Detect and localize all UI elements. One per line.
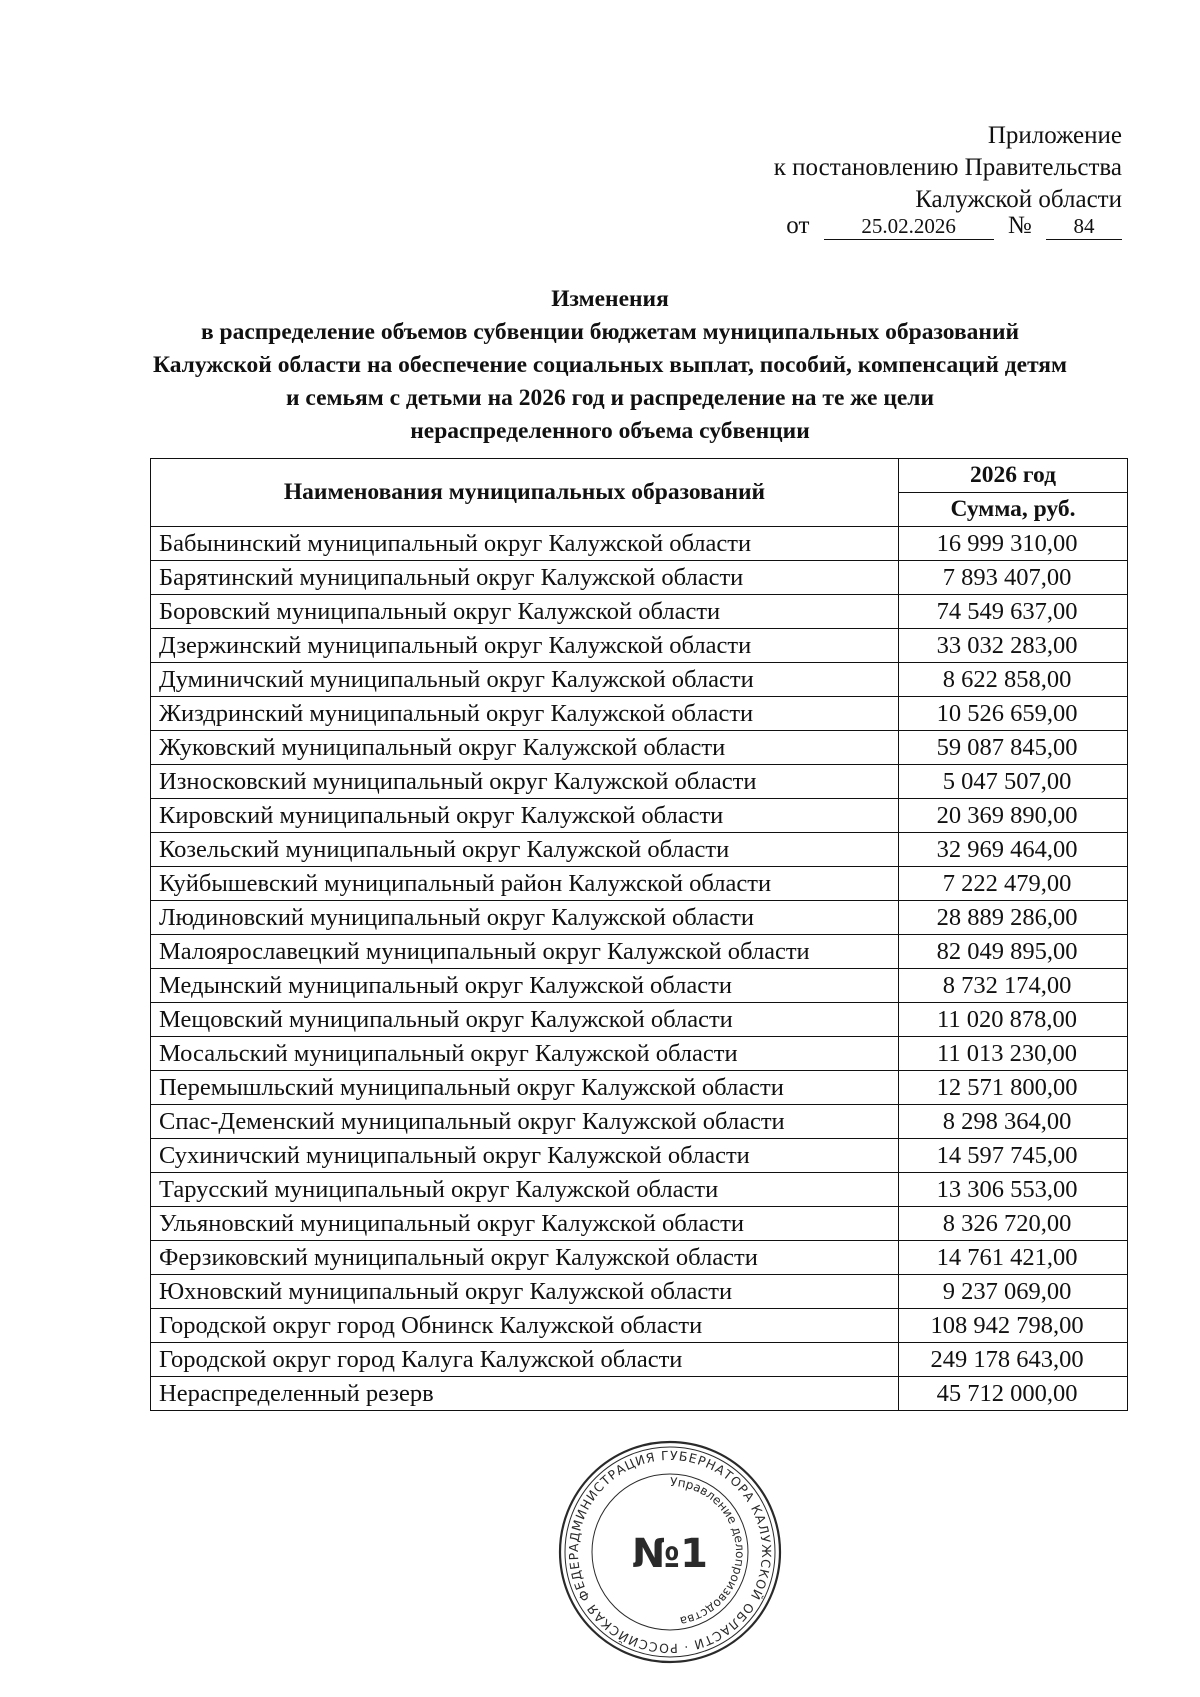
title-line-2: в распределение объемов субвенции бюджетам муниципальных образований [200, 319, 1020, 345]
subsidy-amount: 7 222 479,00 [899, 867, 1128, 901]
table-row [151, 1139, 1128, 1173]
table-row [151, 1003, 1128, 1037]
title-line-4: и семьям с детьми на 2026 год и распределение на те же цели [285, 385, 935, 411]
municipality-name: Городской округ город Калуга Калужской области [151, 1343, 899, 1377]
table-row [151, 1343, 1128, 1377]
municipality-name: Кировский муниципальный округ Калужской области [151, 799, 899, 833]
table-row [151, 1241, 1128, 1275]
header-municipality-name: Наименования муниципальных образований [151, 459, 899, 527]
table-row [151, 1275, 1128, 1309]
municipality-name: Барятинский муниципальный округ Калужской области [151, 561, 899, 595]
table-header-row [151, 459, 1128, 493]
municipality-name: Жиздринский муниципальный округ Калужской области [151, 697, 899, 731]
title-line-5: нераспределенного объема субвенции [410, 418, 810, 444]
subsidy-amount: 7 893 407,00 [899, 561, 1128, 595]
municipality-name: Малоярославецкий муниципальный округ Калужской области [151, 935, 899, 969]
subsidy-amount: 28 889 286,00 [899, 901, 1128, 935]
table-row [151, 1173, 1128, 1207]
table-row [151, 969, 1128, 1003]
table-row [151, 595, 1128, 629]
table-row [151, 697, 1128, 731]
subsidy-amount: 32 969 464,00 [899, 833, 1128, 867]
municipality-name: Юхновский муниципальный округ Калужской области [151, 1275, 899, 1309]
subsidy-amount: 8 298 364,00 [899, 1105, 1128, 1139]
table-row [151, 1105, 1128, 1139]
municipality-name: Мосальский муниципальный округ Калужской области [151, 1037, 899, 1071]
appendix-region: Калужской области [915, 186, 1122, 213]
seal-inner-text: Управление делопроизводства [669, 1474, 748, 1629]
table-row [151, 833, 1128, 867]
table-row [151, 799, 1128, 833]
table-row [151, 1207, 1128, 1241]
appendix-resolution-ref: к постановлению Правительства [773, 154, 1122, 181]
municipality-name: Сухиничский муниципальный округ Калужской области [151, 1139, 899, 1173]
subsidy-amount: 14 597 745,00 [899, 1139, 1128, 1173]
subsidy-amount: 13 306 553,00 [899, 1173, 1128, 1207]
municipality-name: Перемышльский муниципальный округ Калужской области [151, 1071, 899, 1105]
date-value: 25.02.2026 [824, 214, 994, 240]
table-row [151, 935, 1128, 969]
municipality-name: Козельский муниципальный округ Калужской области [151, 833, 899, 867]
seal-number: №1 [632, 1531, 708, 1577]
table-row [151, 731, 1128, 765]
subsidy-amount: 74 549 637,00 [899, 595, 1128, 629]
table-row [151, 629, 1128, 663]
municipality-name: Ферзиковский муниципальный округ Калужской области [151, 1241, 899, 1275]
official-seal [555, 1437, 785, 1667]
table-row [151, 1377, 1128, 1411]
table-row [151, 1071, 1128, 1105]
municipality-name: Тарусский муниципальный округ Калужской области [151, 1173, 899, 1207]
subsidy-amount: 11 020 878,00 [899, 1003, 1128, 1037]
subsidy-amount: 249 178 643,00 [899, 1343, 1128, 1377]
municipality-name: Боровский муниципальный округ Калужской области [151, 595, 899, 629]
table-row [151, 561, 1128, 595]
appendix-block [602, 120, 1122, 216]
appendix-date-row [786, 212, 1122, 244]
seal-outer-text: АДМИНИСТРАЦИЯ ГУБЕРНАТОРА КАЛУЖСКОЙ ОБЛАСТИ · РОССИЙСКАЯ ФЕДЕР [565, 1447, 775, 1657]
title-line-3: Калужской области на обеспечение социальных выплат, пособий, компенсаций детям [152, 352, 1068, 378]
title-line-1: Изменения [551, 286, 669, 312]
header-year: 2026 год [899, 459, 1128, 493]
subsidy-amount: 5 047 507,00 [899, 765, 1128, 799]
subsidy-amount: 8 326 720,00 [899, 1207, 1128, 1241]
subsidy-amount: 59 087 845,00 [899, 731, 1128, 765]
appendix-label: Приложение [987, 122, 1122, 149]
municipality-name: Городской округ город Обнинск Калужской области [151, 1309, 899, 1343]
municipality-name: Мещовский муниципальный округ Калужской области [151, 1003, 899, 1037]
subsidy-amount: 82 049 895,00 [899, 935, 1128, 969]
subsidy-amount: 20 369 890,00 [899, 799, 1128, 833]
subsidy-amount: 8 622 858,00 [899, 663, 1128, 697]
subsidy-amount: 16 999 310,00 [899, 527, 1128, 561]
municipality-name: Куйбышевский муниципальный район Калужской области [151, 867, 899, 901]
subsidy-amount: 10 526 659,00 [899, 697, 1128, 731]
date-prefix: от [786, 212, 810, 239]
municipality-name: Медынский муниципальный округ Калужской области [151, 969, 899, 1003]
subsidy-amount: 9 237 069,00 [899, 1275, 1128, 1309]
table-row [151, 1309, 1128, 1343]
table-row [151, 867, 1128, 901]
municipality-name: Спас-Деменский муниципальный округ Калужской области [151, 1105, 899, 1139]
subsidy-amount: 14 761 421,00 [899, 1241, 1128, 1275]
number-sign: № [1007, 212, 1032, 239]
municipality-name: Жуковский муниципальный округ Калужской области [151, 731, 899, 765]
distribution-table [150, 458, 1128, 1411]
number-value: 84 [1046, 214, 1122, 240]
header-sum: Сумма, руб. [899, 493, 1128, 527]
table-row [151, 765, 1128, 799]
municipality-name: Людиновский муниципальный округ Калужской области [151, 901, 899, 935]
table-body [151, 527, 1128, 1411]
subsidy-amount: 8 732 174,00 [899, 969, 1128, 1003]
table-row [151, 663, 1128, 697]
municipality-name: Бабынинский муниципальный округ Калужской области [151, 527, 899, 561]
seal-graphic [555, 1437, 785, 1667]
municipality-name: Ульяновский муниципальный округ Калужской области [151, 1207, 899, 1241]
table-row [151, 901, 1128, 935]
subsidy-amount: 11 013 230,00 [899, 1037, 1128, 1071]
municipality-name: Нераспределенный резерв [151, 1377, 899, 1411]
subsidy-amount: 12 571 800,00 [899, 1071, 1128, 1105]
document-title [90, 283, 1130, 448]
table-row [151, 1037, 1128, 1071]
municipality-name: Износковский муниципальный округ Калужской области [151, 765, 899, 799]
subsidy-amount: 108 942 798,00 [899, 1309, 1128, 1343]
municipality-name: Дзержинский муниципальный округ Калужской области [151, 629, 899, 663]
municipality-name: Думиничский муниципальный округ Калужской области [151, 663, 899, 697]
subsidy-amount: 45 712 000,00 [899, 1377, 1128, 1411]
subsidy-amount: 33 032 283,00 [899, 629, 1128, 663]
table-row [151, 527, 1128, 561]
